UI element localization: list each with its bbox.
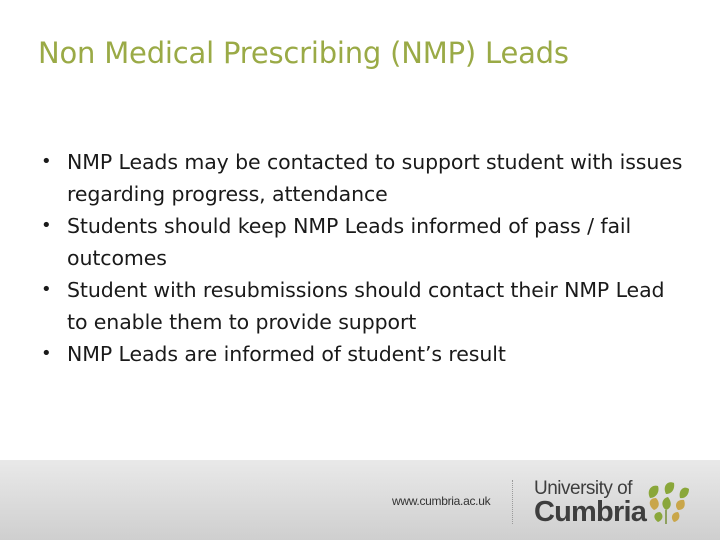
- leaf-cluster-icon: [644, 480, 690, 526]
- logo-text-line1: University of: [534, 478, 633, 499]
- list-item: [40, 274, 690, 338]
- bullet-marker: •: [41, 279, 52, 300]
- logo-text-line2: Cumbria: [534, 496, 647, 528]
- bullet-marker: •: [41, 215, 52, 236]
- footer-divider: [512, 480, 513, 524]
- bullet-list: [40, 146, 690, 370]
- list-item: [40, 210, 690, 274]
- footer-url[interactable]: www.cumbria.ac.uk: [392, 494, 491, 508]
- bullet-marker: •: [41, 151, 52, 172]
- bullet-text: Student with resubmissions should contact their NMP Lead to enable them to provide support: [67, 278, 665, 334]
- bullet-text: NMP Leads may be contacted to support student with issues regarding progress, attendance: [67, 150, 683, 206]
- bullet-marker: •: [41, 343, 52, 364]
- bullet-text: Students should keep NMP Leads informed of pass / fail outcomes: [67, 214, 632, 270]
- slide-title: Non Medical Prescribing (NMP) Leads: [38, 36, 569, 70]
- list-item: [40, 146, 690, 210]
- university-logo: [534, 478, 714, 528]
- footer-bar: [0, 460, 720, 540]
- list-item: [40, 338, 690, 370]
- bullet-text: NMP Leads are informed of student’s result: [67, 342, 506, 366]
